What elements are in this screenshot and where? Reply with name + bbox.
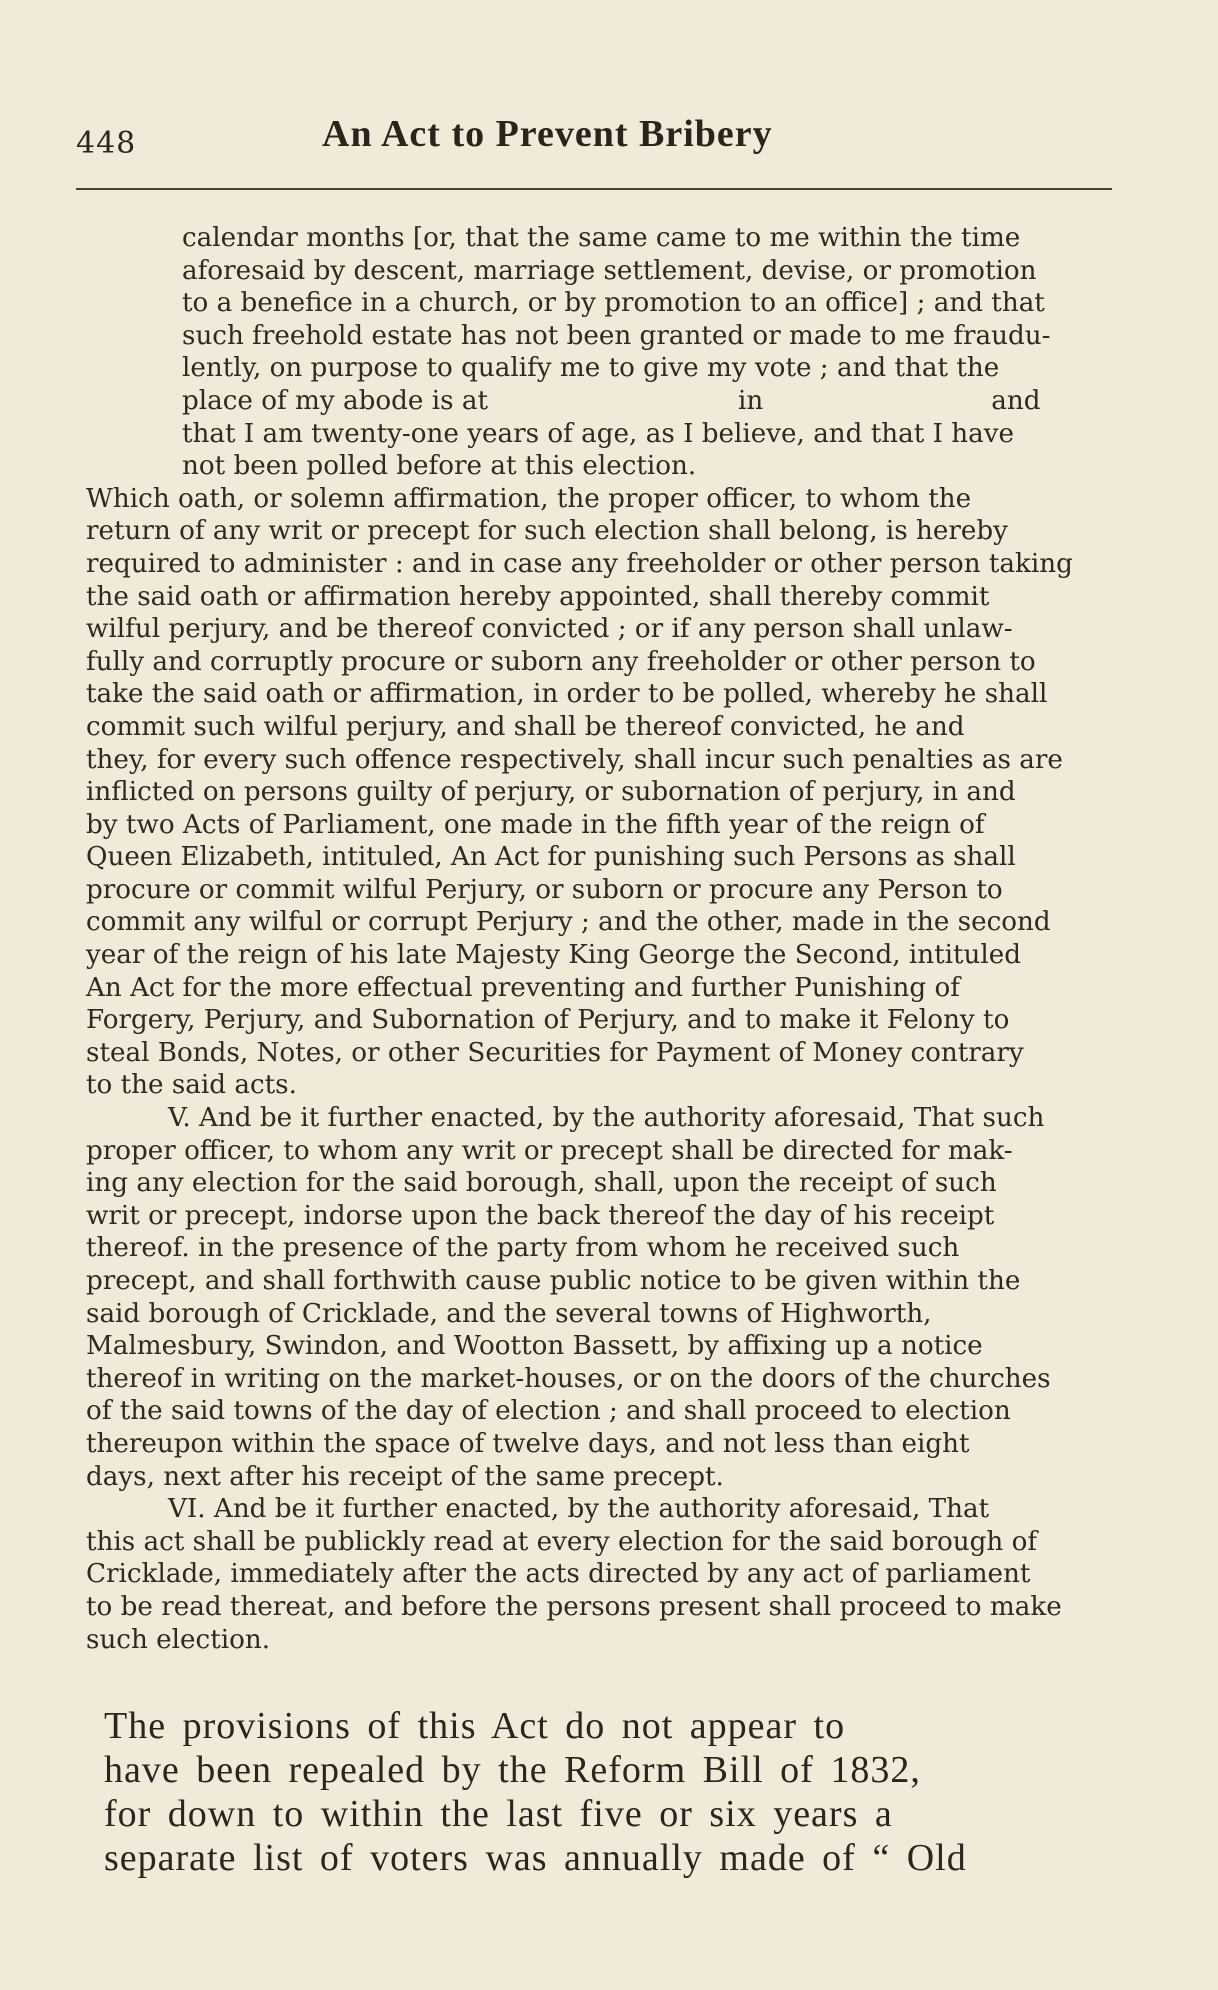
- section-vi-line: Cricklade, immediately after the acts directed by any act of parliament: [86, 1559, 1031, 1590]
- statute-text: [86, 222, 1126, 1656]
- body-line: Which oath, or solemn affirmation, the proper officer, to whom the: [86, 483, 972, 514]
- body-line: inflicted on persons guilty of perjury, or subornation of perjury, in and: [86, 777, 1016, 808]
- body-line: required to administer : and in case any freeholder or other person taking: [86, 548, 1073, 579]
- section-v-line: thereof in writing on the market-houses, or on the doors of the churches: [86, 1363, 1051, 1394]
- running-title: An Act to Prevent Bribery: [322, 113, 773, 155]
- oath-line: aforesaid by descent, marriage settlement, devise, or promotion: [182, 255, 1037, 286]
- body-line: commit such wilful perjury, and shall be thereof convicted, he and: [86, 711, 965, 742]
- header-rule: [76, 188, 1112, 190]
- body-line: wilful perjury, and be thereof convicted ; or if any person shall unlaw-: [86, 614, 1013, 645]
- body-line: An Act for the more effectual preventing and further Punishing of: [86, 972, 960, 1003]
- oath-fragment: place of my abode is at: [182, 385, 488, 416]
- oath-fragment: and: [991, 385, 1041, 416]
- body-line: to the said acts.: [86, 1070, 297, 1101]
- section-v-line: Malmesbury, Swindon, and Wootton Bassett, by affixing up a notice: [86, 1331, 983, 1362]
- section-v-line: said borough of Cricklade, and the several towns of Highworth,: [86, 1298, 932, 1329]
- commentary-line: for down to within the last five or six years a: [104, 1793, 893, 1835]
- body-line: Forgery, Perjury, and Subornation of Perjury, and to make it Felony to: [86, 1005, 1010, 1036]
- section-v-line: of the said towns of the day of election ; and shall proceed to election: [86, 1396, 1011, 1427]
- body-line: procure or commit wilful Perjury, or suborn or procure any Person to: [86, 874, 1003, 905]
- oath-line: calendar months [or, that the same came to me within the time: [182, 223, 1021, 253]
- body-line: the said oath or affirmation hereby appointed, shall thereby commit: [86, 581, 990, 612]
- section-v-line: thereupon within the space of twelve days, and not less than eight: [86, 1428, 970, 1459]
- section-v-line: V. And be it further enacted, by the authority aforesaid, That such: [168, 1103, 1045, 1134]
- commentary-line: separate list of voters was annually made of “ Old: [104, 1837, 967, 1879]
- commentary-line: have been repealed by the Reform Bill of 1832,: [104, 1749, 921, 1791]
- oath-fragment: in: [737, 385, 764, 416]
- oath-line: to a benefice in a church, or by promotion to an office] ; and that: [182, 288, 1045, 319]
- section-v-line: proper officer, to whom any writ or precept shall be directed for mak-: [86, 1135, 1013, 1166]
- body-line: year of the reign of his late Majesty King George the Second, intituled: [86, 940, 1022, 971]
- body-line: by two Acts of Parliament, one made in the fifth year of the reign of: [86, 809, 985, 840]
- body-line: they, for every such offence respectively, shall incur such penalties as are: [86, 744, 1063, 775]
- section-vi-line: to be read thereat, and before the persons present shall proceed to make: [86, 1591, 1062, 1622]
- section-vi-line: such election.: [86, 1624, 271, 1655]
- section-v-line: writ or precept, indorse upon the back thereof the day of his receipt: [86, 1200, 995, 1231]
- section-vi-line: this act shall be publickly read at every election for the said borough of: [86, 1526, 1038, 1557]
- oath-line: such freehold estate has not been granted or made to me fraudu-: [182, 320, 1051, 351]
- body-line: Queen Elizabeth, intituled, An Act for punishing such Persons as shall: [86, 842, 1016, 873]
- page-number: 448: [76, 126, 137, 161]
- commentary-paragraph: [104, 1704, 1134, 1880]
- section-v-line: days, next after his receipt of the same precept.: [86, 1461, 724, 1492]
- body-line: return of any writ or precept for such election shall belong, is hereby: [86, 516, 1008, 547]
- section-v-line: ing any election for the said borough, shall, upon the receipt of such: [86, 1168, 997, 1199]
- body-line: take the said oath or affirmation, in order to be polled, whereby he shall: [86, 679, 1048, 710]
- body-line: steal Bonds, Notes, or other Securities for Payment of Money contrary: [86, 1037, 1024, 1068]
- commentary-line: The provisions of this Act do not appear to: [104, 1705, 846, 1747]
- body-line: commit any wilful or corrupt Perjury ; and the other, made in the second: [86, 907, 1051, 938]
- oath-line-blank-fields: [86, 385, 1126, 418]
- oath-line: that I am twenty-one years of age, as I believe, and that I have: [182, 418, 1015, 449]
- section-vi-line: VI. And be it further enacted, by the authority aforesaid, That: [168, 1494, 990, 1525]
- section-v-line: precept, and shall forthwith cause public notice to be given within the: [86, 1266, 1021, 1296]
- oath-line: lently, on purpose to qualify me to give my vote ; and that the: [182, 353, 1000, 384]
- body-line: fully and corruptly procure or suborn any freeholder or other person to: [86, 646, 1036, 677]
- oath-line: not been polled before at this election.: [182, 451, 697, 482]
- section-v-line: thereof. in the presence of the party from whom he received such: [86, 1233, 960, 1264]
